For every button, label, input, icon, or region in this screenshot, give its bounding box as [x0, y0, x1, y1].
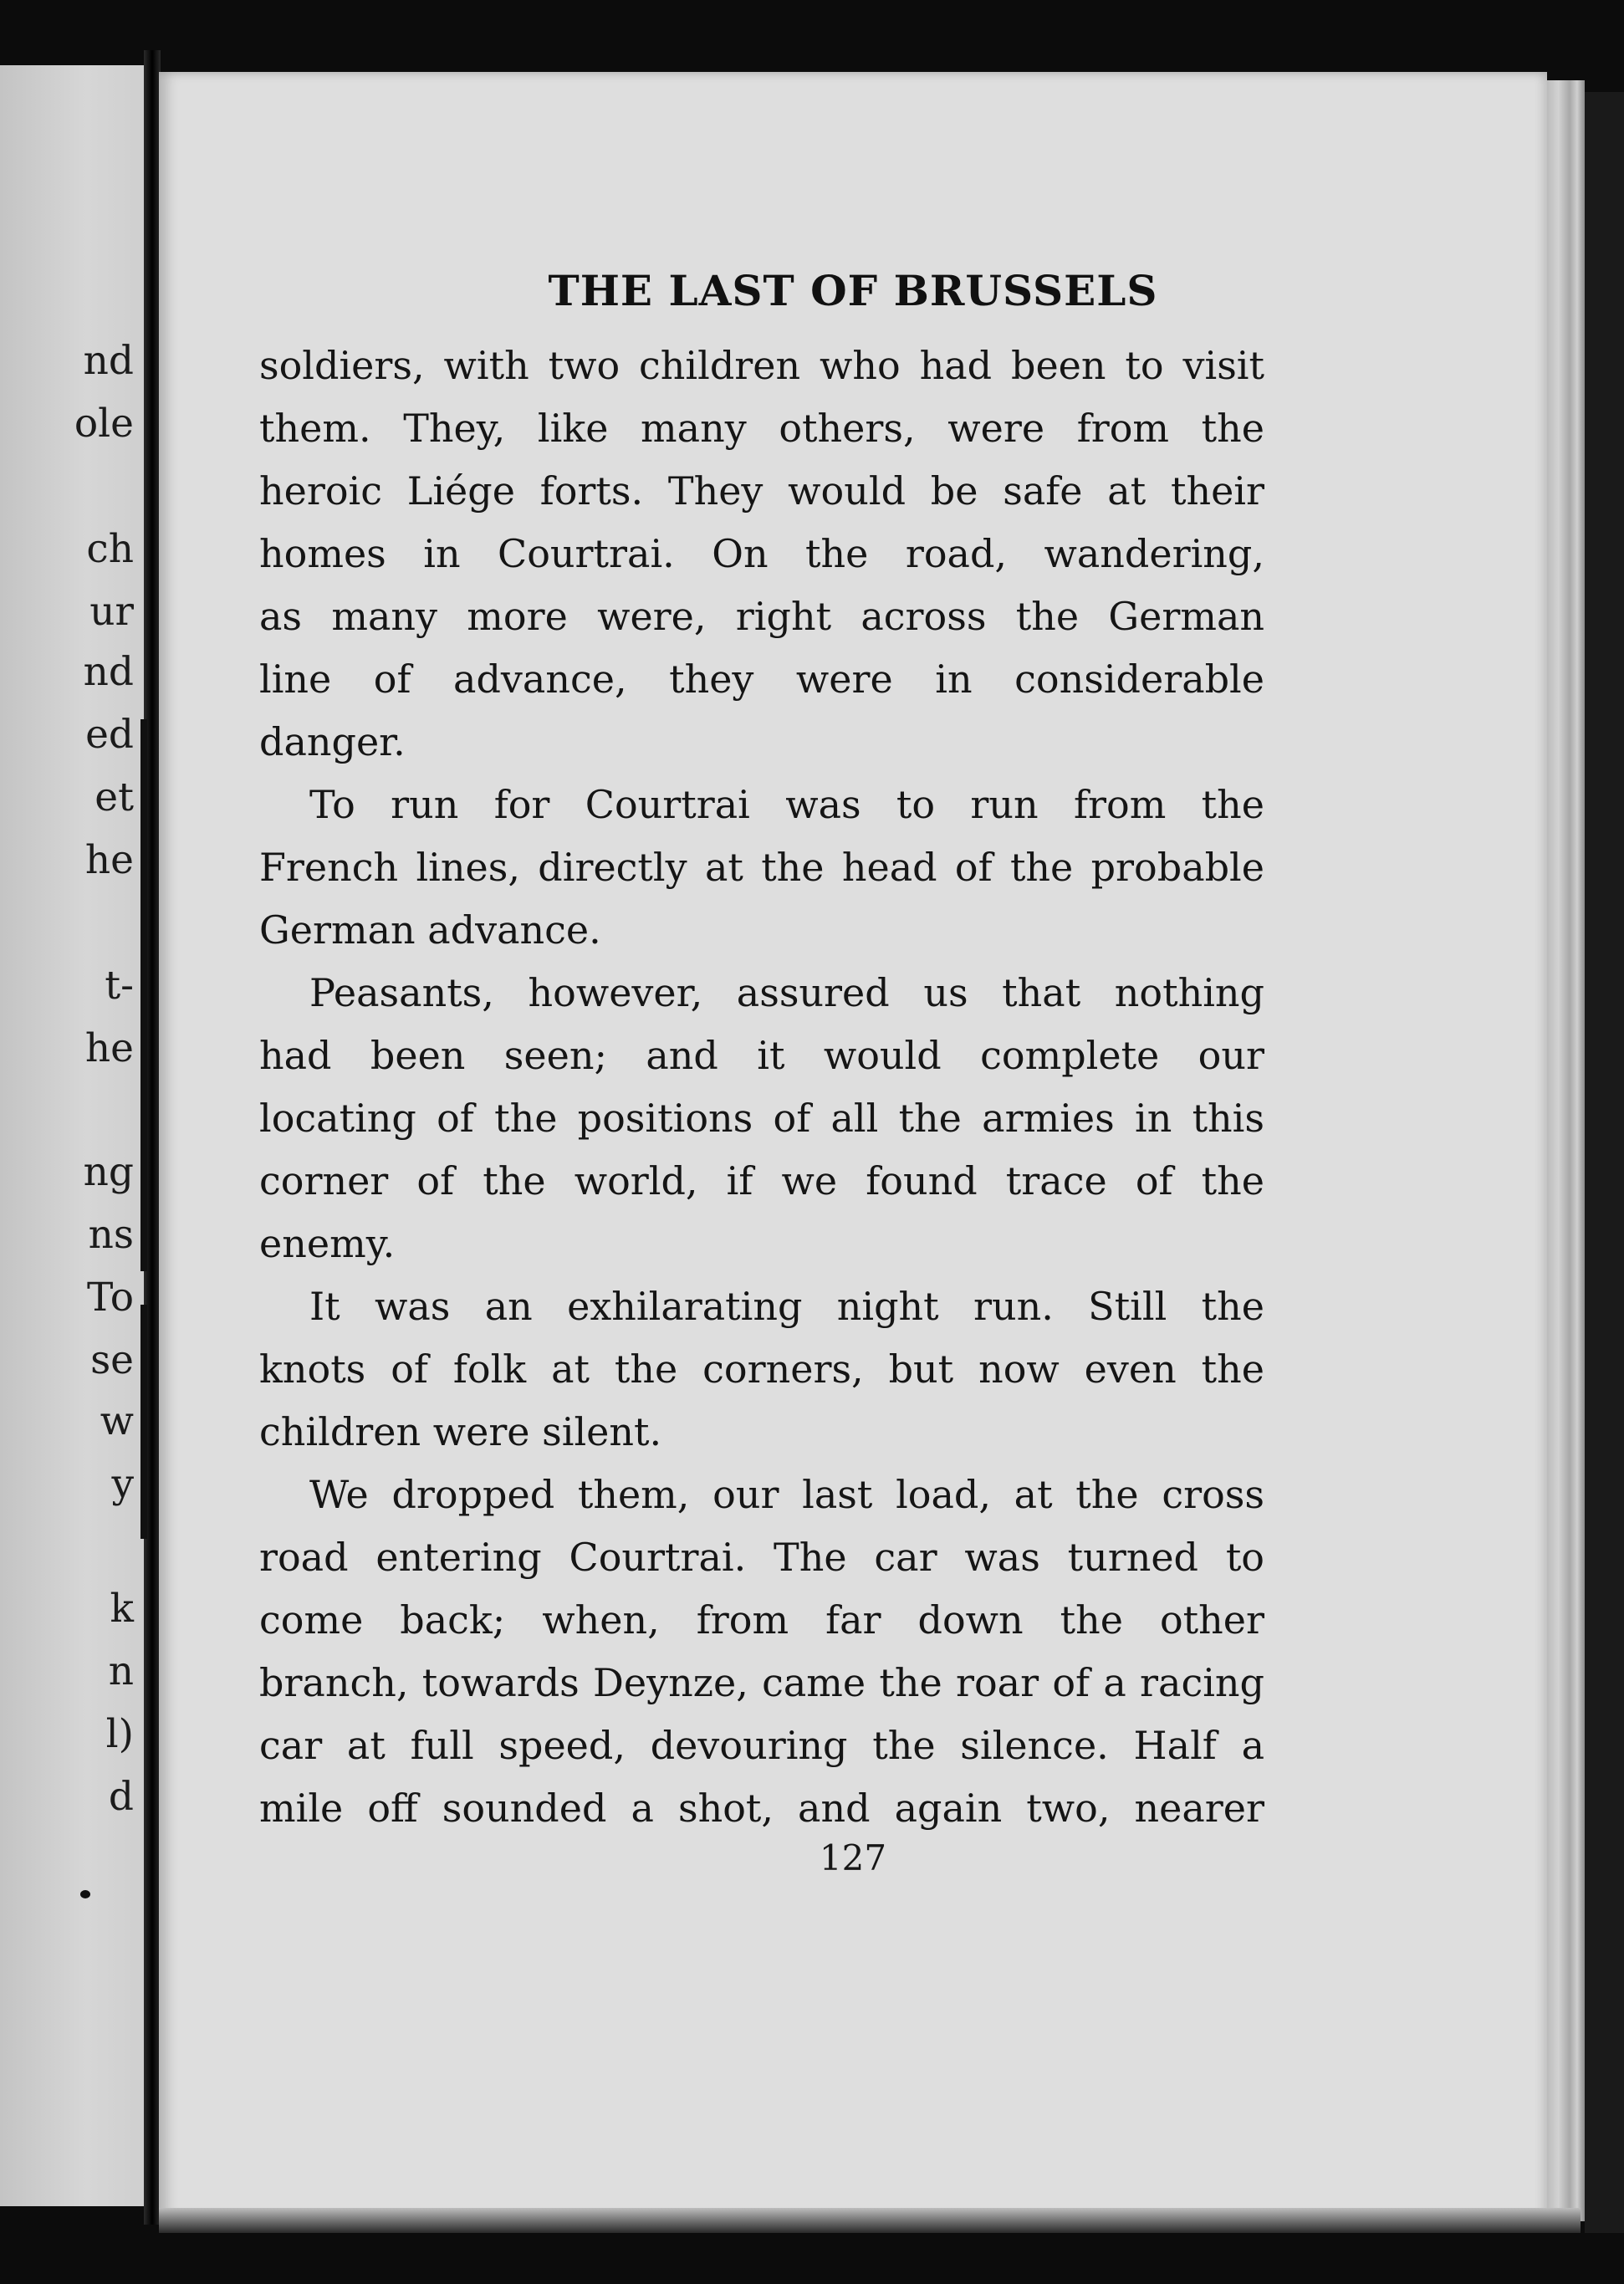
text-line: Peasants, however, assured us that nothing	[309, 970, 1264, 1015]
text-line: as many more were, right across the German	[259, 594, 1264, 639]
left-fragment: ns	[88, 1212, 134, 1258]
text-line: To run for Courtrai was to run from the	[309, 782, 1264, 827]
page-number: 127	[819, 1837, 887, 1878]
body-text	[259, 335, 1264, 1840]
left-fragment: et	[94, 774, 134, 820]
left-fragment: ng	[83, 1149, 134, 1195]
text-line: locating of the positions of all the armies in this	[259, 1096, 1264, 1141]
text-line: corner of the world, if we found trace of the	[259, 1158, 1264, 1203]
text-line: car at full speed, devouring the silence. Half a	[259, 1723, 1264, 1768]
text-line: French lines, directly at the head of the probable	[259, 845, 1264, 890]
left-fragment: k	[110, 1586, 134, 1632]
book-cover-edge	[1585, 92, 1624, 2233]
text-line: had been seen; and it would complete our	[259, 1033, 1264, 1078]
text-line: heroic Liége forts. They would be safe at their	[259, 468, 1264, 514]
left-fragment: t-	[105, 963, 134, 1009]
left-fragment: ole	[74, 401, 134, 447]
text-line: soldiers, with two children who had been to visit	[259, 343, 1264, 388]
text-line: enemy.	[259, 1221, 396, 1266]
left-fragment: l)	[105, 1711, 134, 1757]
text-line: German advance.	[259, 907, 601, 953]
left-fragment: ed	[85, 712, 134, 758]
text-line: them. They, like many others, were from the	[259, 406, 1264, 451]
left-fragment: he	[84, 837, 134, 883]
text-line: We dropped them, our last load, at the cross	[309, 1472, 1264, 1517]
left-fragment: se	[90, 1337, 134, 1383]
left-fragment: To	[87, 1275, 134, 1321]
ink-smudge	[80, 1890, 90, 1898]
text-line: road entering Courtrai. The car was turned to	[259, 1535, 1264, 1580]
text-line: come back; when, from far down the other	[259, 1597, 1264, 1643]
text-line: It was an exhilarating night run. Still the	[309, 1284, 1264, 1329]
left-fragment: he	[84, 1025, 134, 1071]
running-head: THE LAST OF BRUSSELS	[548, 266, 1158, 315]
left-fragment: n	[108, 1648, 134, 1694]
text-line: homes in Courtrai. On the road, wandering,	[259, 531, 1264, 576]
left-fragment: nd	[83, 338, 134, 384]
left-fragment: w	[100, 1398, 134, 1444]
left-fragment: ch	[86, 526, 134, 572]
text-line: mile off sounded a shot, and again two, nearer	[259, 1786, 1264, 1831]
page-edge	[1547, 80, 1585, 2221]
text-line: children were silent.	[259, 1409, 662, 1454]
left-fragment: nd	[83, 649, 134, 695]
text-line: knots of folk at the corners, but now even the	[259, 1346, 1264, 1392]
gutter-mark	[140, 719, 147, 1271]
gutter-mark	[140, 1305, 147, 1539]
text-line: line of advance, they were in considerable	[259, 657, 1264, 702]
left-facing-page	[0, 65, 144, 2206]
page-bottom-shadow	[159, 2208, 1581, 2233]
left-fragment: y	[111, 1461, 134, 1507]
text-line: danger.	[259, 719, 406, 764]
text-line: branch, towards Deynze, came the roar of a racing	[259, 1660, 1264, 1705]
left-fragment: d	[108, 1774, 134, 1820]
left-fragment: ur	[89, 589, 134, 635]
